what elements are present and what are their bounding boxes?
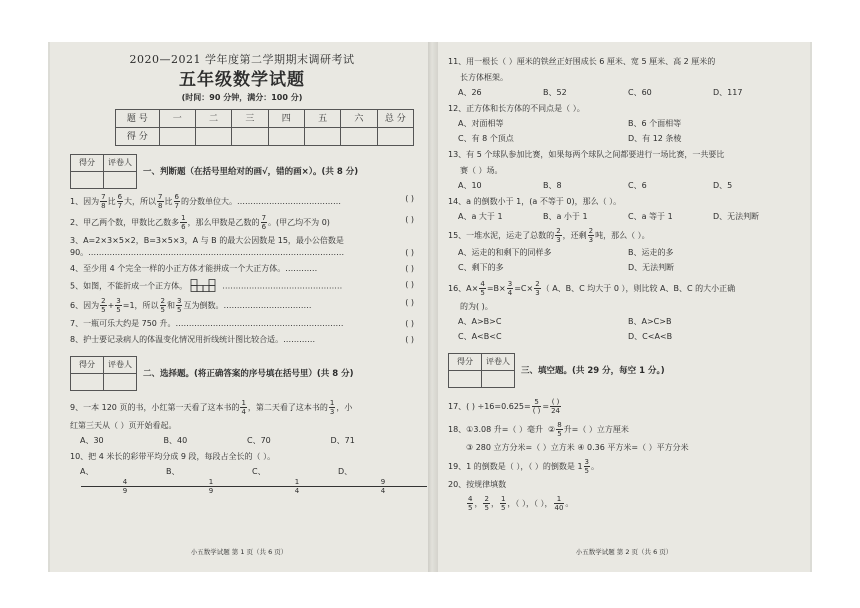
question-3 [70, 235, 414, 259]
fraction [534, 280, 540, 297]
option-d[interactable]: D、117 [713, 88, 743, 97]
fraction-denominator: 5 [101, 306, 106, 314]
score-header-cell: 题 号 [116, 110, 160, 128]
option-c[interactable]: C、a 等于 1 [628, 212, 673, 221]
fraction-numerator: 1 [554, 495, 565, 504]
fraction [556, 421, 562, 438]
score-header-cell: 三 [232, 110, 268, 128]
question-10: 10、把 4 米长的彩带平均分成 9 段，每段占全长的（ ）。 [70, 452, 276, 461]
question-text: 6、因为 [70, 301, 100, 310]
question-text: 2、甲乙两个数，甲数比乙数多 [70, 218, 180, 227]
fraction-numerator: 9 [339, 478, 427, 487]
fraction-denominator: 7 [117, 202, 123, 210]
option-c[interactable]: C、70 [247, 436, 271, 445]
fraction-numerator: 6 [174, 193, 179, 201]
option-a[interactable]: A、A>B>C [458, 317, 502, 326]
section-2-title: 二、选择题。(将正确答案的序号填在括号里）(共 8 分) [143, 368, 354, 379]
fraction [479, 280, 485, 297]
option-c[interactable]: C、6 [628, 181, 647, 190]
scorebox-score-label: 得分 [71, 155, 104, 172]
fraction [253, 478, 339, 495]
score-header-cell: 四 [268, 110, 304, 128]
question-text: 。 [591, 462, 599, 471]
option-b[interactable]: B、40 [163, 436, 188, 445]
fraction-denominator: 24 [551, 407, 561, 415]
question-11-options [458, 87, 798, 99]
fraction-numerator: 1 [167, 478, 255, 487]
cube-net-figure [190, 279, 220, 293]
scorebox-cell [71, 374, 104, 391]
fraction-denominator: 5 [177, 306, 182, 314]
option-a[interactable]: A、a 大于 1 [458, 212, 503, 221]
question-9-continued: 红第三天从（ ）页开始看起。 [70, 421, 177, 430]
score-header-cell: 六 [341, 110, 377, 128]
score-header-cell: 一 [159, 110, 195, 128]
score-table [115, 109, 414, 146]
answer-parentheses[interactable]: ( ) [405, 215, 414, 224]
question-16-continued: 的为( )。 [460, 302, 493, 311]
question-text: 1、因为 [70, 197, 100, 206]
fraction-denominator: 4 [507, 289, 513, 297]
fraction-numerator: 7 [261, 214, 267, 222]
question-text: 比 [107, 197, 116, 206]
fraction [507, 280, 513, 297]
scorebox-grader-label: 评卷人 [104, 155, 137, 172]
question-text: 升=（ ）立方厘米 [563, 425, 629, 434]
question-7 [70, 318, 414, 330]
fraction-denominator: 5 [480, 289, 485, 297]
question-text: 吨，那么（ ）。 [595, 231, 650, 240]
fraction [115, 297, 121, 314]
score-header-cell: 二 [195, 110, 231, 128]
question-11-continued: 长方体框架。 [460, 73, 508, 82]
fraction-numerator: 2 [588, 227, 594, 235]
option-d[interactable]: D、无法判断 [713, 212, 760, 221]
fraction-denominator: 3 [588, 236, 594, 244]
scorebox-score-label: 得分 [71, 357, 104, 374]
question-text: 互为倒数。…………………………… [183, 301, 312, 310]
question-text: = [542, 402, 550, 411]
question-text: 和 [167, 301, 175, 310]
fraction-denominator: 3 [556, 236, 561, 244]
fraction [157, 193, 163, 210]
option-label: D、 [338, 467, 353, 476]
question-19 [448, 458, 798, 475]
fraction [176, 297, 182, 314]
fraction-denominator: ( ) [532, 407, 541, 415]
fraction-numerator: 1 [241, 399, 246, 407]
score-cell [232, 128, 268, 146]
fraction [100, 193, 106, 210]
fraction [160, 297, 166, 314]
page-footer: 小五数学试题 第 2 页（共 6 页） [575, 548, 673, 556]
fraction-numerator: 2 [535, 280, 540, 288]
question-20: 20、按规律填数 [448, 480, 507, 489]
option-b[interactable]: B、运走的多 [628, 248, 674, 257]
question-text: 5、如图，不能折成一个正方体。 [70, 281, 188, 291]
question-13: 13、有 5 个球队参加比赛，如果每两个球队之间都要进行一场比赛，一共要比 [448, 150, 725, 159]
fraction-numerator: 8 [557, 421, 562, 429]
question-13-options [458, 180, 798, 192]
score-cell [304, 128, 340, 146]
scorebox-score-label: 得分 [449, 354, 482, 371]
question-text: ，那么甲数是乙数的 [187, 218, 260, 227]
score-cell [195, 128, 231, 146]
fraction-denominator: 5 [160, 306, 165, 314]
fraction [588, 227, 594, 244]
question-text: （ A、B、C 均大于 0 ），则比较 A、B、C 的大小正确 [541, 284, 736, 293]
option-d[interactable]: D、5 [713, 181, 733, 190]
fraction-denominator: 5 [557, 430, 562, 438]
fraction [483, 495, 489, 512]
question-text: ……………………………………… [222, 281, 343, 291]
fraction [167, 478, 253, 495]
scorebox-cell [104, 172, 137, 189]
fraction-denominator: 8 [158, 202, 163, 210]
question-text: 9、一本 120 页的书，小红第一天看了这本书的 [70, 403, 240, 412]
fraction-numerator: 1 [329, 399, 335, 407]
question-6 [70, 297, 414, 314]
question-text: ，还剩 [562, 231, 587, 240]
question-18 [448, 421, 798, 438]
question-4 [70, 263, 414, 275]
score-header-cell: 总 分 [377, 110, 413, 128]
fraction-denominator: 9 [122, 487, 128, 495]
option-c[interactable]: C、剩下的多 [458, 263, 504, 272]
fraction-numerator: 3 [507, 280, 513, 288]
option-b[interactable]: B、52 [543, 88, 567, 97]
question-text: 90。…………………………………………………………………………………… [70, 248, 345, 257]
question-14: 14、a 的倒数小于 1，(a 不等于 0)，那么（ ）。 [448, 197, 622, 206]
answer-parentheses[interactable]: ( ) [405, 335, 414, 344]
fraction-numerator: 3 [177, 297, 182, 305]
fraction [117, 193, 123, 210]
option-d[interactable] [338, 466, 424, 495]
fraction [532, 398, 542, 415]
scorebox-grader-label: 评卷人 [104, 357, 137, 374]
fraction-numerator: 4 [81, 478, 169, 487]
fraction-denominator: 40 [554, 504, 564, 512]
question-15-options-row1 [458, 247, 798, 259]
fraction [180, 214, 186, 231]
option-a[interactable] [80, 466, 166, 495]
option-b[interactable] [166, 466, 252, 495]
fraction-denominator: 4 [294, 487, 300, 495]
page-footer: 小五数学试题 第 1 页（共 6 页） [190, 548, 288, 556]
option-d[interactable]: D、有 12 条棱 [628, 134, 682, 143]
question-text: + [107, 301, 115, 310]
fraction [339, 478, 425, 495]
question-8 [70, 334, 414, 346]
option-c[interactable] [252, 466, 338, 495]
option-a[interactable]: A、30 [80, 436, 104, 445]
option-b[interactable]: B、a 小于 1 [543, 212, 588, 221]
fraction-numerator: 7 [158, 193, 163, 201]
question-text: 4、至少用 4 个完全一样的小正方体才能拼成一个大正方体。………… [70, 264, 318, 273]
question-10-options [80, 466, 414, 495]
question-16-options-row1 [458, 316, 798, 328]
scorebox-cell [449, 371, 482, 388]
fraction-numerator: 7 [101, 193, 106, 201]
option-label: C、 [252, 467, 266, 476]
fraction-numerator: 3 [116, 297, 121, 305]
question-9 [70, 399, 414, 416]
fraction-denominator: 5 [484, 504, 489, 512]
page-fold [428, 42, 438, 572]
option-a[interactable]: A、运走的和剩下的同样多 [458, 248, 552, 257]
fraction [261, 214, 267, 231]
score-cell [159, 128, 195, 146]
grader-box [70, 356, 137, 391]
question-16-options-row2 [458, 331, 798, 343]
section-2-header [70, 356, 414, 391]
question-text: 7、一瓶可乐大约是 750 升。……………………………………………………… [70, 319, 344, 328]
option-a[interactable]: A、对面相等 [458, 119, 504, 128]
question-text: 16、A× [448, 284, 479, 293]
question-text: 17、( ) ÷16=0.625= [448, 402, 531, 411]
exam-page-2 [438, 42, 810, 572]
question-12: 12、正方体和长方体的不同点是（ ）。 [448, 104, 585, 113]
section-3-title: 三、填空题。(共 29 分，每空 1 分。) [521, 365, 665, 376]
fraction-numerator: 4 [468, 495, 473, 503]
fraction-denominator: 4 [380, 487, 386, 495]
option-a[interactable]: A、26 [458, 88, 482, 97]
fraction-numerator: 5 [532, 398, 542, 407]
fraction-denominator: 3 [329, 408, 335, 416]
fraction-numerator: 2 [484, 495, 489, 503]
fraction [329, 399, 335, 416]
answer-parentheses[interactable]: ( ) [405, 264, 414, 273]
fraction-numerator: 1 [181, 214, 186, 222]
question-15-options-row2 [458, 262, 798, 274]
fraction-denominator: 6 [181, 223, 186, 231]
fraction-numerator: 3 [584, 458, 589, 466]
score-row-label: 得 分 [116, 128, 160, 146]
fraction-numerator: 4 [480, 280, 485, 288]
section-1-header [70, 154, 414, 189]
question-text: =1，所以 [122, 301, 159, 310]
option-c[interactable]: C、有 8 个顶点 [458, 134, 514, 143]
option-b[interactable]: B、6 个面相等 [628, 119, 682, 128]
fraction-numerator: 1 [253, 478, 341, 487]
exam-title: 2020—2021 学年度第二学期期末调研考试 [129, 53, 355, 66]
grade-title: 五年级数学试题 [179, 70, 305, 90]
question-text: 。 [565, 499, 574, 508]
answer-parentheses[interactable]: ( ) [405, 194, 414, 203]
fraction-numerator: 1 [500, 495, 506, 503]
option-b[interactable]: B、8 [543, 181, 562, 190]
question-text: ，（ ），（ ）， [507, 499, 553, 508]
question-2 [70, 214, 414, 231]
question-text: 18、①3.08 升=（ ）毫升 [448, 425, 543, 434]
option-label: B、 [166, 467, 180, 476]
question-14-options [458, 211, 798, 223]
question-12-options-row2 [458, 133, 798, 145]
question-5 [70, 279, 414, 293]
question-15 [448, 227, 798, 244]
answer-parentheses[interactable]: ( ) [405, 248, 414, 257]
question-17 [448, 398, 798, 415]
question-text: 19、1 的倒数是（ ），（ ）的倒数是 1 [448, 462, 583, 471]
fraction [500, 495, 506, 512]
fraction-denominator: 4 [241, 408, 246, 416]
fraction-denominator: 3 [535, 289, 540, 297]
scorebox-cell [104, 374, 137, 391]
fraction [174, 193, 180, 210]
section-1-title: 一、判断题（在括号里给对的画√，错的画×）。(共 8 分) [143, 166, 359, 177]
question-text: =B× [486, 284, 506, 293]
fraction-denominator: 5 [584, 467, 589, 475]
grader-box [448, 353, 515, 388]
fraction [584, 458, 590, 475]
answer-parentheses[interactable]: ( ) [405, 319, 414, 328]
fraction-denominator: 8 [101, 202, 106, 210]
fraction-numerator: 6 [117, 193, 123, 201]
question-18-continued: ③ 280 立方分米=（ ）立方米 ④ 0.36 平方米=（ ）平方分米 [466, 443, 689, 452]
fraction [467, 495, 473, 512]
fraction-numerator: 2 [101, 297, 106, 305]
question-text: 15、一堆水泥，运走了总数的 [448, 231, 555, 240]
question-text: ，第二天看了这本书的 [247, 403, 328, 412]
fraction-denominator: 5 [500, 504, 506, 512]
fraction-denominator: 9 [208, 487, 214, 495]
question-text: 大，所以 [124, 197, 157, 206]
question-12-options-row1 [458, 118, 798, 130]
option-c[interactable]: C、A<B<C [458, 332, 502, 341]
fraction [240, 399, 246, 416]
question-text: =C× [514, 284, 534, 293]
scorebox-cell [71, 172, 104, 189]
fraction-numerator: 2 [556, 227, 561, 235]
exam-info: (时间：90 分钟，满分：100 分) [181, 93, 303, 102]
score-cell [341, 128, 377, 146]
question-text: ，小 [336, 403, 353, 412]
fraction-denominator: 7 [174, 202, 179, 210]
section-3-header [448, 353, 798, 388]
question-text: 。(甲乙均不为 0) [268, 218, 330, 227]
score-cell [377, 128, 413, 146]
option-d[interactable]: D、C<A<B [628, 332, 673, 341]
question-text: ② [548, 425, 556, 434]
option-label: A、 [80, 467, 94, 476]
question-9-options [80, 435, 414, 447]
option-d[interactable]: D、无法判断 [628, 263, 675, 272]
score-cell [268, 128, 304, 146]
fraction [554, 495, 565, 512]
question-text: 8、护士要记录病人的体温变化情况用折线统计图比较合适。………… [70, 335, 316, 344]
score-header-cell: 五 [304, 110, 340, 128]
question-16 [448, 280, 798, 297]
fraction-numerator: 2 [160, 297, 165, 305]
answer-parentheses[interactable]: ( ) [405, 280, 414, 289]
scorebox-grader-label: 评卷人 [482, 354, 515, 371]
scorebox-cell [482, 371, 515, 388]
fraction-denominator: 5 [468, 504, 473, 512]
question-text: 比 [164, 197, 173, 206]
option-a[interactable]: A、10 [458, 181, 482, 190]
fraction-denominator: 6 [261, 223, 267, 231]
question-13-continued: 赛（ ）场。 [460, 166, 503, 175]
question-1 [70, 193, 414, 210]
fraction-denominator: 5 [116, 306, 121, 314]
question-20-sequence: $\frac{4}{5}$ ， $\frac{2}{5}$ ， $\frac{1}{5}$ ，（ ），（ ）， $\frac{1}{40}$ 。 [468, 495, 574, 512]
question-text: 3、A=2×3×5×2，B=3×5×3，A 与 B 的最大公因数是 15，最小公倍数是 [70, 236, 344, 245]
option-b[interactable]: B、A>C>B [628, 317, 672, 326]
option-d[interactable]: D、71 [330, 436, 355, 445]
option-c[interactable]: C、60 [628, 88, 652, 97]
fraction [81, 478, 167, 495]
fraction-numerator: ( ) [551, 398, 560, 406]
fraction [550, 398, 561, 415]
fraction [555, 227, 561, 244]
exam-page-1 [50, 42, 428, 572]
grader-box [70, 154, 137, 189]
question-11: 11、用一根长（ ）厘米的铁丝正好围成长 6 厘米、宽 5 厘米、高 2 厘米的 [448, 57, 716, 66]
answer-parentheses[interactable]: ( ) [405, 298, 414, 307]
fraction [100, 297, 106, 314]
question-text: 的分数单位大。………………………………… [180, 197, 341, 206]
